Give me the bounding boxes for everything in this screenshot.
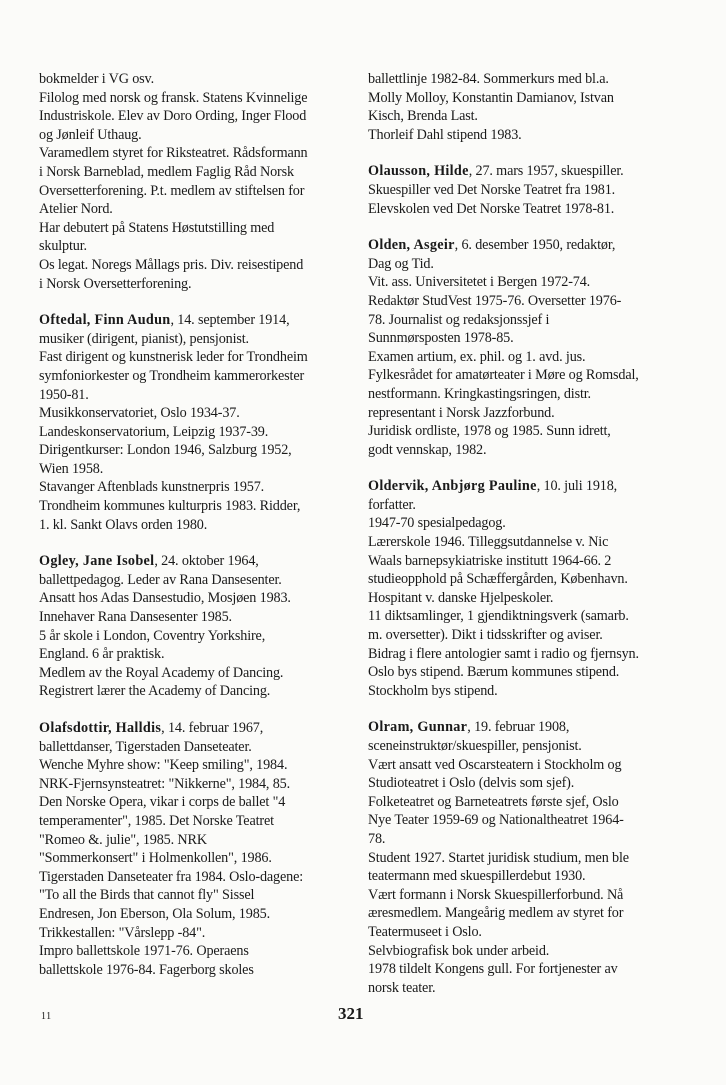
entry-text: Oslo bys stipend. Bærum kommunes stipend.	[368, 664, 620, 681]
text-line	[368, 718, 680, 737]
entry-text: Vært ansatt ved Oscarsteatern i Stockholm og	[368, 756, 622, 773]
text-line	[368, 663, 680, 682]
entry-text: Folketeatret og Barneteatrets første sjef, Oslo	[368, 793, 619, 810]
text-line	[368, 830, 680, 849]
entry-text: Wenche Myhre show: "Keep smiling", 1984.	[39, 757, 288, 774]
entry-text: 78. Journalist og redaksjonssjef i	[368, 311, 550, 328]
text-line	[39, 348, 344, 367]
text-line	[39, 905, 344, 924]
text-line	[368, 942, 680, 961]
entry-text: Landeskonservatorium, Leipzig 1937-39.	[39, 423, 269, 440]
entry-text: Waals barnepsykiatriske institutt 1964-66. 2	[368, 552, 612, 569]
right-column	[368, 70, 680, 1015]
text-line	[39, 719, 344, 738]
entry-text: Vit. ass. Universitetet i Bergen 1972-74.	[368, 274, 591, 291]
text-line	[368, 589, 680, 608]
entry-text: nestformann. Kringkastingsringen, distr.	[368, 385, 591, 402]
entry-text: Oversetterforening. P.t. medlem av stiftelsen for	[39, 182, 305, 199]
text-line	[39, 682, 344, 701]
text-line	[39, 571, 344, 590]
biography-entry	[39, 311, 344, 534]
text-line	[368, 514, 680, 533]
entry-text: Teatermuseet i Oslo.	[368, 923, 482, 940]
entry-text: Elevskolen ved Det Norske Teatret 1978-81.	[368, 200, 615, 217]
entry-text: Trikkestallen: "Vårslepp -84".	[39, 924, 206, 941]
text-line	[39, 812, 344, 831]
entry-text: Medlem av the Royal Academy of Dancing.	[39, 664, 284, 681]
entry-text: Impro ballettskole 1971-76. Operaens	[39, 943, 249, 960]
text-line	[368, 255, 680, 274]
entry-name: Oldervik, Anbjørg Pauline	[368, 478, 537, 495]
text-line	[368, 477, 680, 496]
entry-text: 1978 tildelt Kongens gull. For fortjenester av	[368, 961, 618, 978]
entry-text: NRK-Fjernsynsteatret: "Nikkerne", 1984, 85.	[39, 775, 291, 792]
text-line	[39, 219, 344, 238]
text-line	[368, 886, 680, 905]
text-line	[39, 645, 344, 664]
text-line	[39, 497, 344, 516]
entry-text: , 19. februar 1908,	[467, 719, 570, 736]
text-line	[368, 960, 680, 979]
text-line	[39, 367, 344, 386]
entry-text: Studioteatret i Oslo (delvis som sjef).	[368, 775, 575, 792]
text-line	[368, 737, 680, 756]
text-line	[39, 182, 344, 201]
text-line	[39, 404, 344, 423]
entry-text: i Norsk Barneblad, medlem Faglig Råd Norsk	[39, 163, 294, 180]
text-line	[39, 107, 344, 126]
text-line	[39, 256, 344, 275]
entry-text: Hospitant v. danske Hjelpeskoler.	[368, 589, 554, 606]
entry-text: Os legat. Noregs Mållags pris. Div. reisestipend	[39, 256, 304, 273]
entry-text: Kisch, Brenda Last.	[368, 108, 478, 125]
entry-name: Olram, Gunnar	[368, 719, 468, 736]
text-line	[368, 89, 680, 108]
text-line	[368, 849, 680, 868]
text-line	[368, 404, 680, 423]
entry-text: 1947-70 spesialpedagog.	[368, 515, 506, 532]
entry-text: æresmedlem. Mangeårig medlem av styret for	[368, 905, 624, 922]
entry-name: Olafsdottir, Halldis	[39, 720, 162, 736]
entry-text: sceneinstruktør/skuespiller, pensjonist.	[368, 738, 582, 754]
biography-entry	[368, 236, 680, 459]
text-line	[368, 385, 680, 404]
entry-text: Lærerskole 1946. Tilleggsutdannelse v. Nic	[368, 534, 609, 551]
text-line	[39, 849, 344, 868]
page-number: 321	[338, 1004, 364, 1023]
text-line	[368, 329, 680, 348]
entry-text: symfoniorkester og Trondheim kammerorkester	[39, 367, 305, 384]
text-line	[368, 867, 680, 886]
entry-text: ballettdanser, Tigerstaden Danseteater.	[39, 738, 252, 755]
text-line	[368, 107, 680, 126]
text-line	[39, 868, 344, 887]
biography-entry	[368, 718, 680, 997]
entry-text: Varamedlem styret for Riksteatret. Rådsformann	[39, 145, 308, 162]
text-line	[368, 348, 680, 367]
entry-text: representant i Norsk Jazzforbund.	[368, 404, 555, 421]
text-line	[39, 516, 344, 535]
text-line	[39, 664, 344, 683]
text-line	[39, 552, 344, 571]
text-line	[39, 738, 344, 757]
entry-text: "Romeo &. julie", 1985. NRK	[39, 831, 207, 848]
entry-text: Musikkonservatoriet, Oslo 1934-37.	[39, 405, 240, 422]
entry-text: Sunnmørsposten 1978-85.	[368, 330, 514, 347]
text-line	[368, 236, 680, 255]
text-line	[368, 774, 680, 793]
text-line	[368, 292, 680, 311]
entry-text: Skuespiller ved Det Norske Teatret fra 1981.	[368, 181, 616, 198]
entry-text: Tigerstaden Danseteater fra 1984. Oslo-dagene:	[39, 868, 304, 885]
text-line	[39, 831, 344, 850]
text-line	[368, 979, 680, 998]
text-line	[368, 422, 680, 441]
text-line	[39, 89, 344, 108]
text-line	[368, 181, 680, 200]
entry-text: studieopphold på Schæffergården, København.	[368, 571, 628, 588]
entry-text: Endresen, Jon Eberson, Ola Solum, 1985.	[39, 905, 270, 922]
text-line	[39, 886, 344, 905]
entry-text: m. oversetter). Dikt i tidsskrifter og aviser.	[368, 627, 603, 644]
text-line	[39, 460, 344, 479]
entry-text: i Norsk Oversetterforening.	[39, 275, 192, 292]
biography-entry	[39, 719, 344, 979]
text-line	[368, 682, 680, 701]
text-line	[368, 607, 680, 626]
text-line	[39, 423, 344, 442]
text-line	[368, 811, 680, 830]
entry-text: , 24. oktober 1964,	[154, 553, 259, 570]
entry-text: Thorleif Dahl stipend 1983.	[368, 126, 522, 143]
entry-text: musiker (dirigent, pianist), pensjonist.	[39, 330, 249, 347]
biography-entry	[368, 477, 680, 700]
text-line	[368, 904, 680, 923]
text-line	[368, 311, 680, 330]
entry-text: forfatter.	[368, 496, 416, 513]
text-line	[39, 775, 344, 794]
text-line	[368, 533, 680, 552]
entry-text: Filolog med norsk og fransk. Statens Kvinnelige	[39, 89, 308, 106]
text-line	[39, 70, 344, 89]
entry-text: 5 år skole i London, Coventry Yorkshire,	[39, 627, 266, 644]
entry-text: , 10. juli 1918,	[536, 478, 618, 495]
entry-text: Examen artium, ex. phil. og 1. avd. jus.	[368, 348, 586, 365]
entry-text: Ansatt hos Adas Dansestudio, Mosjøen 1983.	[39, 590, 291, 607]
entry-text: Registrert lærer the Academy of Dancing.	[39, 683, 271, 700]
entry-text: Wien 1958.	[39, 460, 104, 477]
entry-text: Dag og Tid.	[368, 255, 434, 272]
entry-text: Har debutert på Statens Høstutstilling med	[39, 219, 275, 236]
entry-text: ballettpedagog. Leder av Rana Dansesenter.	[39, 571, 282, 588]
entry-text: , 27. mars 1957, skuespiller.	[468, 163, 624, 180]
text-line	[368, 570, 680, 589]
text-line	[368, 126, 680, 145]
entry-text: , 14. februar 1967,	[161, 720, 264, 736]
entry-name: Ogley, Jane Isobel	[39, 553, 155, 570]
entry-text: Stockholm bys stipend.	[368, 682, 498, 699]
entry-text: Industriskole. Elev av Doro Ording, Inger Flood	[39, 108, 307, 125]
entry-text: 1950-81.	[39, 386, 89, 403]
text-line	[39, 942, 344, 961]
entry-text: Juridisk ordliste, 1978 og 1985. Sunn idrett,	[368, 423, 611, 440]
entry-text: 1. kl. Sankt Olavs orden 1980.	[39, 516, 208, 533]
footer-mark: 11	[41, 1011, 52, 1022]
text-line	[39, 756, 344, 775]
entry-text: bokmelder i VG osv.	[39, 71, 154, 87]
entry-text: Fast dirigent og kunstnerisk leder for Trondheim	[39, 349, 308, 366]
text-line	[39, 924, 344, 943]
text-line	[39, 126, 344, 145]
biography-entry	[39, 552, 344, 701]
entry-text: , 6. desember 1950, redaktør,	[454, 237, 616, 254]
entry-name: Olden, Asgeir	[368, 237, 455, 254]
text-line	[39, 163, 344, 182]
text-line	[368, 496, 680, 515]
text-line	[368, 626, 680, 645]
text-line	[39, 627, 344, 646]
entry-text: Stavanger Aftenblads kunstnerpris 1957.	[39, 479, 265, 496]
text-line	[39, 961, 344, 980]
text-line	[368, 552, 680, 571]
entry-text: Trondheim kommunes kulturpris 1983. Ridder,	[39, 498, 301, 515]
text-line	[368, 366, 680, 385]
entry-text: Selvbiografisk bok under arbeid.	[368, 942, 550, 959]
entry-text: "Sommerkonsert" i Holmenkollen", 1986.	[39, 850, 272, 867]
entry-name: Oftedal, Finn Audun	[39, 312, 171, 329]
text-line	[368, 273, 680, 292]
entry-text: ballettskole 1976-84. Fagerborg skoles	[39, 961, 254, 978]
entry-text: Dirigentkurser: London 1946, Salzburg 1952,	[39, 442, 292, 459]
text-line	[368, 162, 680, 181]
entry-text: Student 1927. Startet juridisk studium, men ble	[368, 849, 629, 866]
text-line	[368, 441, 680, 460]
text-line	[39, 330, 344, 349]
entry-text: , 14. september 1914,	[170, 312, 290, 329]
text-line	[39, 200, 344, 219]
entry-text: Bidrag i flere antologier samt i radio og fjernsyn.	[368, 645, 639, 662]
entry-text: Innehaver Rana Dansesenter 1985.	[39, 609, 232, 626]
text-line	[39, 441, 344, 460]
entry-text: godt vennskap, 1982.	[368, 441, 487, 458]
entry-text: temperamenter", 1985. Det Norske Teatret	[39, 812, 274, 829]
biography-entry	[368, 70, 680, 144]
entry-text: Den Norske Opera, vikar i corps de ballet "4	[39, 794, 286, 811]
entry-text: Vært formann i Norsk Skuespillerforbund. Nå	[368, 886, 624, 903]
entry-text: "To all the Birds that cannot fly" Sissel	[39, 887, 255, 904]
entry-text: norsk teater.	[368, 979, 436, 996]
text-line	[368, 756, 680, 775]
text-line	[39, 608, 344, 627]
text-line	[39, 386, 344, 405]
text-line	[368, 645, 680, 664]
entry-text: 78.	[368, 830, 386, 847]
entry-text: Redaktør StudVest 1975-76. Oversetter 1976-	[368, 292, 622, 309]
entry-text: ballettlinje 1982-84. Sommerkurs med bl.a.	[368, 71, 609, 87]
biography-entry	[368, 162, 680, 218]
text-line	[39, 311, 344, 330]
biography-entry	[39, 70, 344, 293]
left-column	[39, 70, 344, 997]
text-line	[39, 793, 344, 812]
text-line	[39, 275, 344, 294]
entry-text: Molly Molloy, Konstantin Damianov, Istvan	[368, 89, 614, 106]
entry-text: og Jønleif Uthaug.	[39, 126, 142, 143]
text-line	[39, 144, 344, 163]
entry-text: teatermann med skuespillerdebut 1930.	[368, 868, 586, 885]
entry-text: Atelier Nord.	[39, 201, 113, 218]
text-line	[39, 237, 344, 256]
entry-text: skulptur.	[39, 238, 87, 255]
text-line	[39, 589, 344, 608]
text-line	[368, 70, 680, 89]
text-line	[368, 923, 680, 942]
text-line	[368, 200, 680, 219]
entry-text: 11 diktsamlinger, 1 gjendiktningsverk (samarb.	[368, 608, 629, 625]
entry-name: Olausson, Hilde	[368, 163, 469, 180]
entry-text: Nye Teater 1959-69 og Nationaltheatret 1964-	[368, 812, 624, 829]
text-line	[39, 478, 344, 497]
entry-text: England. 6 år praktisk.	[39, 646, 165, 663]
entry-text: Fylkesrådet for amatørteater i Møre og Romsdal,	[368, 367, 639, 384]
text-line	[368, 793, 680, 812]
